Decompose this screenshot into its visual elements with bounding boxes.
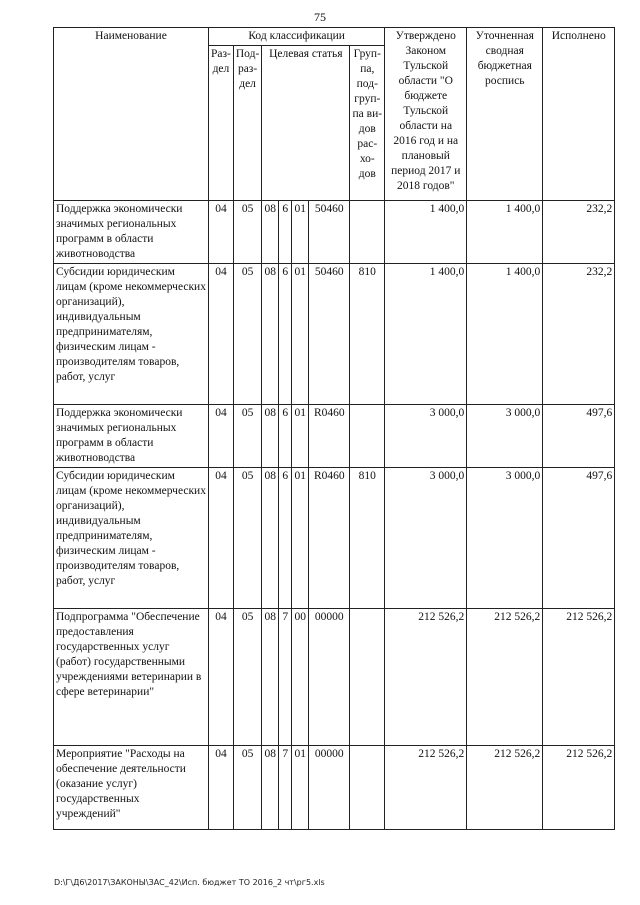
row-target-4: 50460: [309, 201, 350, 264]
budget-table: [53, 27, 615, 830]
row-name: Подпрограмма "Обеспечение предоставления государственных услуг (работ) государственными учреждениями ветеринарии в сфере ветеринарии": [54, 609, 209, 746]
row-target-1: 08: [262, 405, 279, 468]
header-approved: Утверждено Законом Тульской области "О бюджете Тульской области на 2016 год и на плановый период 2017 и 2018 годов": [385, 28, 467, 201]
row-name: Поддержка экономически значимых региональных программ в области животноводства: [54, 201, 209, 264]
row-target-2: 6: [279, 201, 292, 264]
row-approved: 3 000,0: [385, 468, 467, 609]
row-target-3: 01: [292, 264, 309, 405]
header-expense-group: Груп-па, под-груп-па ви-дов рас-хо-дов: [350, 46, 385, 201]
row-refined: 1 400,0: [467, 201, 543, 264]
header-target-article: Целевая статья: [262, 46, 350, 201]
row-target-3: 01: [292, 746, 309, 830]
row-target-2: 7: [279, 609, 292, 746]
row-target-1: 08: [262, 746, 279, 830]
row-subsection: 05: [233, 264, 261, 405]
page-number: 75: [314, 10, 326, 24]
row-executed: 232,2: [543, 264, 615, 405]
row-refined: 212 526,2: [467, 609, 543, 746]
row-target-1: 08: [262, 264, 279, 405]
row-executed: 232,2: [543, 201, 615, 264]
row-group: 810: [350, 468, 385, 609]
header-class-code: Код классификации: [209, 28, 385, 46]
row-target-3: 00: [292, 609, 309, 746]
row-executed: 212 526,2: [543, 746, 615, 830]
row-refined: 212 526,2: [467, 746, 543, 830]
row-target-3: 01: [292, 468, 309, 609]
row-name: Мероприятие "Расходы на обеспечение деятельности (оказание услуг) государственных учреждений": [54, 746, 209, 830]
row-subsection: 05: [233, 201, 261, 264]
row-approved: 1 400,0: [385, 201, 467, 264]
row-group: 810: [350, 264, 385, 405]
row-group: [350, 201, 385, 264]
table-row: [54, 609, 615, 746]
row-group: [350, 746, 385, 830]
header-executed: Исполнено: [543, 28, 615, 201]
row-target-1: 08: [262, 609, 279, 746]
row-approved: 3 000,0: [385, 405, 467, 468]
row-target-4: 00000: [309, 609, 350, 746]
file-path-footer: D:\Г\Д6\2017\ЗАКОНЫ\ЗАС_42\Исп. бюджет ТО 2016_2 чт\рг5.xls: [54, 878, 325, 887]
table-row: [54, 405, 615, 468]
row-target-4: 00000: [309, 746, 350, 830]
table-row: [54, 201, 615, 264]
row-subsection: 05: [233, 746, 261, 830]
row-subsection: 05: [233, 468, 261, 609]
row-target-4: R0460: [309, 405, 350, 468]
row-refined: 3 000,0: [467, 405, 543, 468]
row-name: Поддержка экономически значимых региональных программ в области животноводства: [54, 405, 209, 468]
row-name: Субсидии юридическим лицам (кроме некоммерческих организаций), индивидуальным предпринимателям, физическим лицам - производителям товаров, работ, услуг: [54, 468, 209, 609]
row-section: 04: [209, 468, 234, 609]
header-name: Наименование: [54, 28, 209, 201]
row-section: 04: [209, 405, 234, 468]
header-refined: Уточненная сводная бюджетная роспись: [467, 28, 543, 201]
row-target-2: 6: [279, 405, 292, 468]
row-section: 04: [209, 201, 234, 264]
row-target-4: 50460: [309, 264, 350, 405]
row-target-2: 6: [279, 264, 292, 405]
row-subsection: 05: [233, 405, 261, 468]
row-group: [350, 405, 385, 468]
row-executed: 212 526,2: [543, 609, 615, 746]
row-approved: 1 400,0: [385, 264, 467, 405]
table-row: [54, 264, 615, 405]
row-section: 04: [209, 609, 234, 746]
row-approved: 212 526,2: [385, 746, 467, 830]
row-target-3: 01: [292, 201, 309, 264]
row-executed: 497,6: [543, 468, 615, 609]
row-subsection: 05: [233, 609, 261, 746]
row-target-2: 6: [279, 468, 292, 609]
row-name: Субсидии юридическим лицам (кроме некоммерческих организаций), индивидуальным предпринимателям, физическим лицам - производителям товаров, работ, услуг: [54, 264, 209, 405]
row-section: 04: [209, 264, 234, 405]
row-target-2: 7: [279, 746, 292, 830]
table-row: [54, 468, 615, 609]
row-group: [350, 609, 385, 746]
row-executed: 497,6: [543, 405, 615, 468]
header-subsection: Под-раз-дел: [233, 46, 261, 201]
row-target-3: 01: [292, 405, 309, 468]
row-refined: 3 000,0: [467, 468, 543, 609]
header-section: Раз-дел: [209, 46, 234, 201]
row-target-1: 08: [262, 468, 279, 609]
row-approved: 212 526,2: [385, 609, 467, 746]
table-row: [54, 746, 615, 830]
row-target-1: 08: [262, 201, 279, 264]
row-section: 04: [209, 746, 234, 830]
row-refined: 1 400,0: [467, 264, 543, 405]
row-target-4: R0460: [309, 468, 350, 609]
